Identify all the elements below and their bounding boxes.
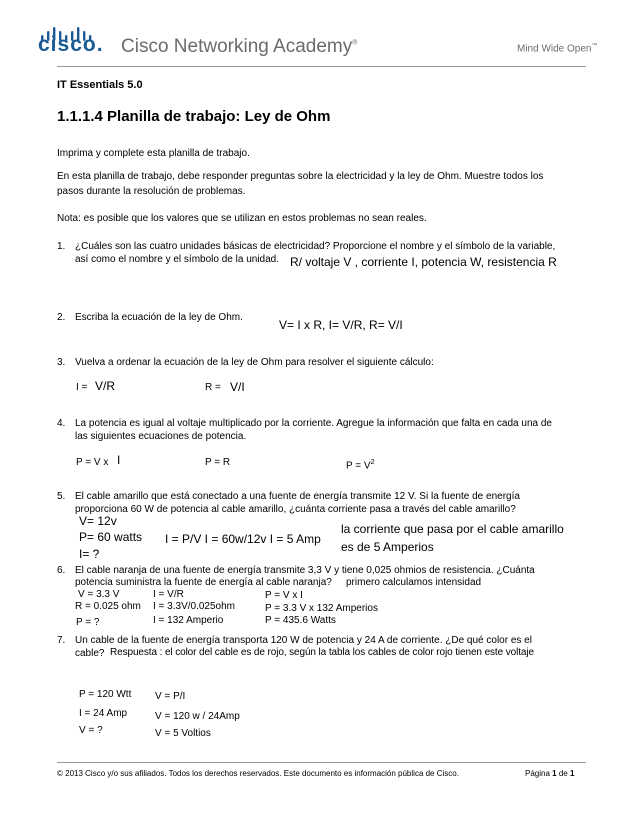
question-text: El cable naranja de una fuente de energía transmite 3,3 V y tiene 0,025 ohmios de resistencia. ¿Cuánta xyxy=(75,565,535,576)
page-number: Página 1 de 1 xyxy=(525,769,575,778)
answer-text[interactable]: I xyxy=(117,453,121,467)
answer-text[interactable]: R = 0.025 ohm xyxy=(75,601,141,612)
header-divider xyxy=(57,66,586,67)
question-text: Vuelva a ordenar la ecuación de la ley de Ohm para resolver el siguiente cálculo: xyxy=(75,357,434,368)
answer-text[interactable]: V = P/I xyxy=(155,691,186,702)
answer-text[interactable]: P = 3.3 V x 132 Amperios xyxy=(265,603,378,614)
answer-text[interactable]: R/ voltaje V , corriente I, potencia W, resistencia R xyxy=(290,255,557,269)
answer-text[interactable]: P = ? xyxy=(76,617,100,628)
question-number: 4. xyxy=(57,418,66,429)
answer-text[interactable]: V/I xyxy=(230,380,245,394)
question-text: La potencia es igual al voltaje multiplicado por la corriente. Agregue la información que falta en cada una de xyxy=(75,418,552,429)
course-name: IT Essentials 5.0 xyxy=(57,79,143,91)
question-text: Un cable de la fuente de energía transporta 120 W de potencia y 24 A de corriente. ¿De qué color es el xyxy=(75,635,532,646)
answer-text[interactable]: P = 435.6 Watts xyxy=(265,615,336,626)
answer-text[interactable]: V = 120 w / 24Amp xyxy=(155,711,240,722)
question-number: 5. xyxy=(57,491,66,502)
answer-text[interactable]: la corriente que pasa por el cable amarillo xyxy=(341,522,564,536)
question-text: Escriba la ecuación de la ley de Ohm. xyxy=(75,312,243,323)
question-number: 2. xyxy=(57,312,66,323)
answer-text[interactable]: V= I x R, I= V/R, R= V/I xyxy=(279,318,403,332)
answer-text[interactable]: I = 132 Amperio xyxy=(153,615,224,626)
answer-text[interactable]: I= ? xyxy=(79,547,100,561)
answer-text[interactable]: I = V/R xyxy=(153,589,184,600)
answer-text[interactable]: V = 5 Voltios xyxy=(155,728,211,739)
answer-text[interactable]: V = ? xyxy=(79,725,103,736)
answer-text[interactable]: I = P/V I = 60w/12v I = 5 Amp xyxy=(165,532,321,546)
equation-label: P = R xyxy=(205,457,231,468)
equation-label: $P = V^2$ xyxy=(346,459,375,472)
tagline: Mind Wide Open™ xyxy=(517,43,598,55)
question-text: así como el nombre y el símbolo de la unidad. xyxy=(75,254,279,265)
academy-name: Cisco Networking Academy® xyxy=(121,36,358,57)
question-text: ¿Cuáles son las cuatro unidades básicas de electricidad? Proporcione el nombre y el símbolo de la variable, xyxy=(75,241,556,252)
paragraph-line: pasos durante la resolución de problemas. xyxy=(57,186,246,197)
answer-text[interactable]: V = 3.3 V xyxy=(78,589,120,600)
equation-label: I = xyxy=(76,382,88,393)
question-number: 1. xyxy=(57,241,66,252)
answer-text[interactable]: P = 120 Wtt xyxy=(79,689,132,700)
paragraph-line: En esta planilla de trabajo, debe responder preguntas sobre la electricidad y la ley de Ohm. Muestre todos los xyxy=(57,171,544,182)
answer-text[interactable]: primero calculamos intensidad xyxy=(346,577,482,588)
answer-text[interactable]: Respuesta : el color del cable es de rojo, según la tabla los cables de color rojo tienen este voltaje xyxy=(110,647,534,658)
question-number: 3. xyxy=(57,357,66,368)
question-number: 7. xyxy=(57,635,66,646)
answer-text[interactable]: I = 24 Amp xyxy=(79,708,128,719)
answer-text[interactable]: V/R xyxy=(95,379,116,393)
answer-text[interactable]: P = V x I xyxy=(265,590,303,601)
answer-text[interactable]: es de 5 Amperios xyxy=(341,540,434,554)
copyright-text: © 2013 Cisco y/o sus afiliados. Todos los derechos reservados. Este documento es información pública de Cisco. xyxy=(57,769,459,778)
footer-divider xyxy=(57,762,586,763)
question-text: proporciona 60 W de potencia al cable amarillo, ¿cuánta corriente pasa a través del cable amarillo? xyxy=(75,504,516,515)
answer-text[interactable]: V= 12v xyxy=(79,514,117,528)
answer-text[interactable]: P= 60 watts xyxy=(79,530,143,544)
question-text: cable? xyxy=(75,648,105,659)
equation-label: R = xyxy=(205,382,221,393)
question-text: El cable amarillo que está conectado a una fuente de energía transmite 12 V. Si la fuente de energía xyxy=(75,491,520,502)
question-text: potencia suministra la fuente de energía al cable naranja? xyxy=(75,577,332,588)
intro-text: Imprima y complete esta planilla de trabajo. xyxy=(57,148,250,159)
cisco-wordmark: cisco. xyxy=(38,33,104,56)
question-text: las siguientes ecuaciones de potencia. xyxy=(75,431,247,442)
note-text: Nota: es posible que los valores que se utilizan en estos problemas no sean reales. xyxy=(57,213,427,224)
question-number: 6. xyxy=(57,565,66,576)
answer-text[interactable]: I = 3.3V/0.025ohm xyxy=(153,601,236,612)
equation-label: P = V x xyxy=(76,457,109,468)
page-title: 1.1.1.4 Planilla de trabajo: Ley de Ohm xyxy=(57,108,331,125)
